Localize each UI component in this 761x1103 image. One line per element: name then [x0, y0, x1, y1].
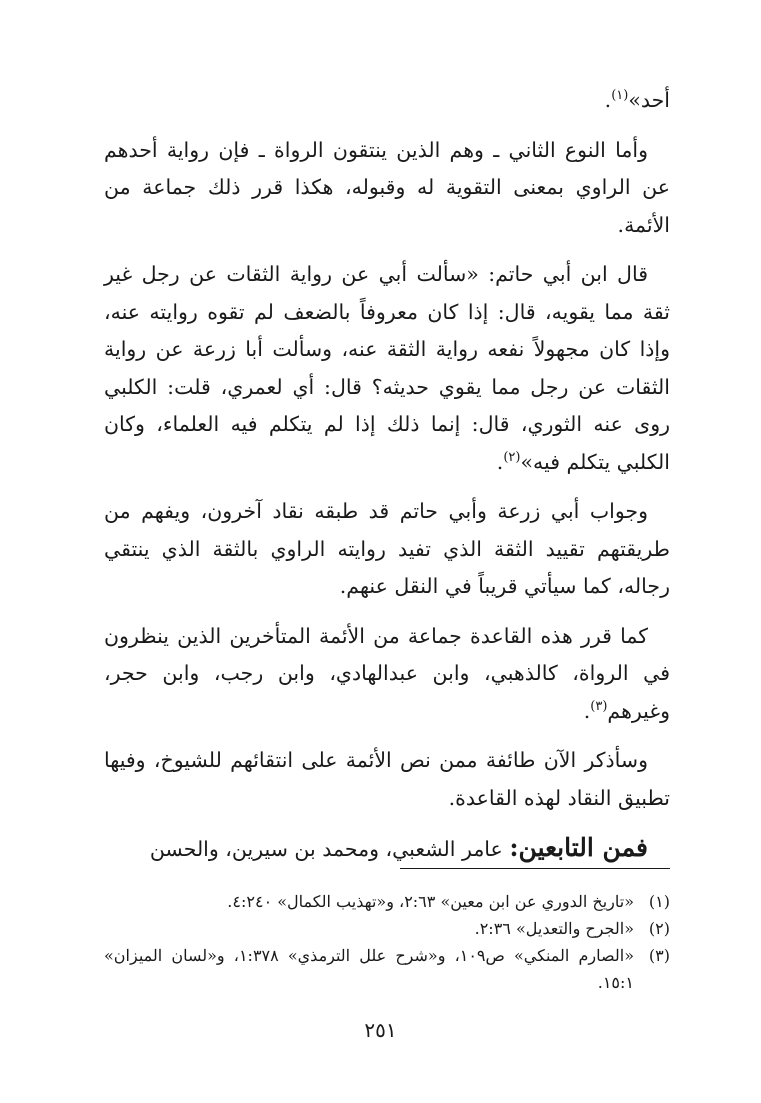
paragraph-6 — [104, 829, 670, 869]
footnote-number: (٣) — [648, 946, 670, 965]
main-text — [104, 82, 670, 881]
footnote-divider — [400, 868, 670, 869]
paragraph-0-text: أحد» — [628, 88, 670, 112]
paragraph-4-text: كما قرر هذه القاعدة جماعة من الأئمة المتأخرين الذين ينظرون في الرواة، كالذهبي، وابن عبدالهادي، وابن رجب، وابن حجر، وغيرهم — [104, 623, 670, 723]
footnote-number: (١) — [648, 892, 670, 911]
paragraph-5: وسأذكر الآن طائفة ممن نص الأئمة على انتقائهم للشيوخ، وفيها تطبيق النقاد لهذه القاعدة. — [104, 748, 670, 810]
paragraph-3: وجواب أبي زرعة وأبي حاتم قد طبقه نقاد آخرون، ويفهم من طريقتهم تقييد الثقة الذي تفيد روايته الراوي بالثقة الذي ينتقي رجاله، كما سيأتي قريباً في النقل عنهم. — [104, 499, 670, 598]
footnote-text: «الصارم المنكي» ص١٠٩، و«شرح علل الترمذي» ١:٣٧٨، و«لسان الميزان» ١٥:١. — [104, 946, 634, 992]
paragraph-2: قال ابن أبي حاتم: «سألت أبي عن رواية الثقات عن رجل غير ثقة مما يقويه، قال: إذا كان معروفاً بالضعف لم تقوه روايته عنه، وإذا كان مجهولاً نفعه رواية الثقة عنه، وسألت أبا زرعة عن رواية الثقات عن رجل مما يقوي حديثه؟ قال: أي لعمري، قلت: الكلبي روى عنه الثوري، قال: إنما ذلك إذا لم يتكلم فيه العلماء، وكان الكلبي يتكلم فيه»$^{(٢)}$. — [104, 262, 670, 474]
paragraph-6-text: عامر الشعبي، ومحمد بن سيرين، والحسن — [149, 837, 503, 861]
footnote-text: «تاريخ الدوري عن ابن معين» ٢:٦٣، و«تهذيب الكمال» ٤:٢٤٠. — [227, 892, 634, 911]
paragraph-1: وأما النوع الثاني ـ وهم الذين ينتقون الرواة ـ فإن رواية أحدهم عن الراوي بمعنى التقوية له وقبوله، هكذا قرر ذلك جماعة من الأئمة. — [104, 137, 670, 237]
footnote-text: «الجرح والتعديل» ٢:٣٦. — [474, 919, 634, 938]
paragraph-4: كما قرر هذه القاعدة جماعة من الأئمة المتأخرين الذين ينظرون في الرواة، كالذهبي، وابن عبدالهادي، وابن رجب، وابن حجر، وغيرهم$^{(٣)}$. — [104, 623, 670, 723]
page-number: ٢٥١ — [364, 1018, 397, 1042]
footnote-3 — [104, 942, 670, 996]
footnote-ref-3: (٣) — [590, 698, 608, 714]
footnote-ref-2: (٢) — [503, 449, 521, 465]
footnote-number: (٢) — [648, 919, 670, 938]
footnote-2 — [104, 915, 670, 942]
footnote-ref-1: (١) — [611, 88, 629, 104]
paragraph-0: أحد»$^{(١)}$. — [604, 88, 670, 112]
section-heading: فمن التابعين: — [509, 833, 648, 862]
footnote-1 — [104, 888, 670, 915]
footnotes — [104, 888, 670, 996]
paragraph-2-text: قال ابن أبي حاتم: «سألت أبي عن رواية الثقات عن رجل غير ثقة مما يقويه، قال: إذا كان معروفاً بالضعف لم تقوه روايته عنه، وإذا كان مجهولاً نفعه رواية الثقة عنه، وسألت أبا زرعة عن رواية الثقات عن رجل مما يقوي حديثه؟ قال: أي لعمري، قلت: الكلبي روى عنه الثوري، قال: إنما ذلك إذا لم يتكلم فيه العلماء، وكان الكلبي يتكلم فيه» — [104, 262, 670, 474]
